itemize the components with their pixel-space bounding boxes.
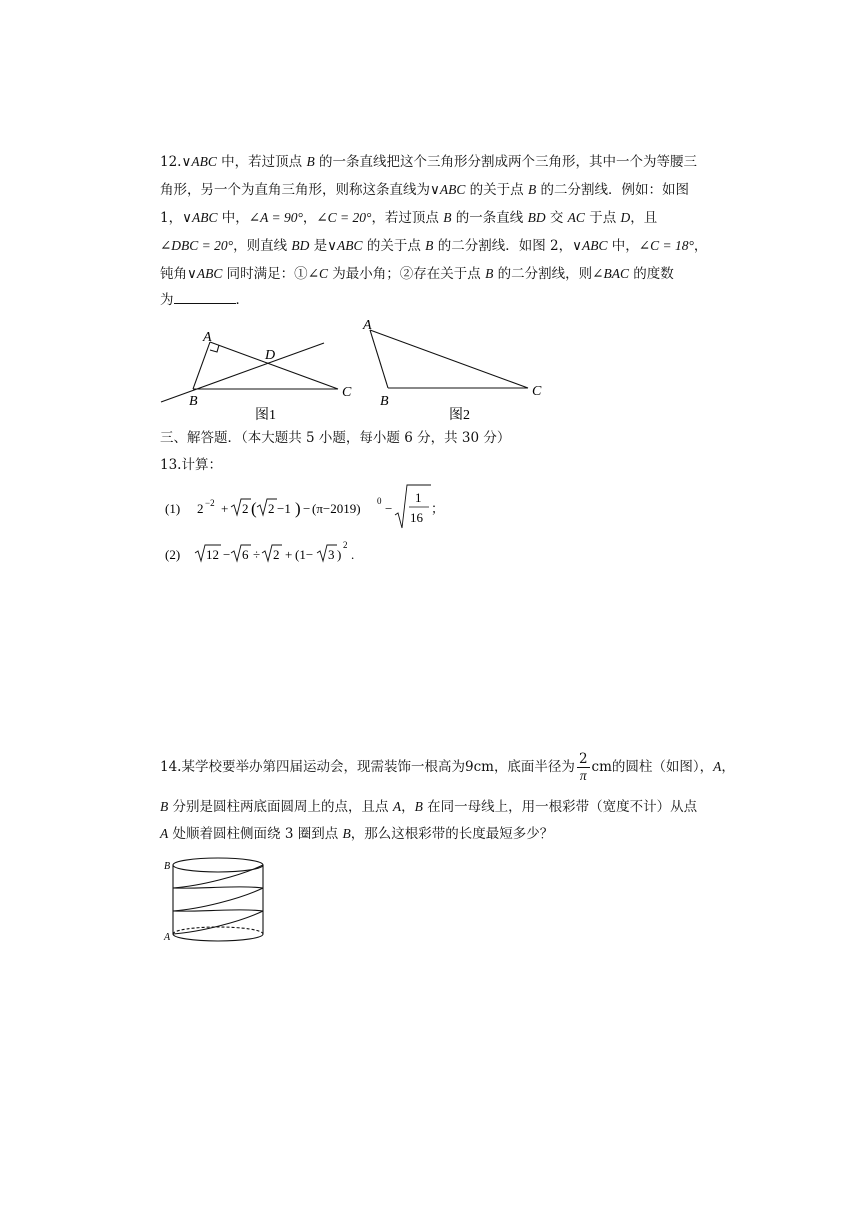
figure-1-caption: 图1: [255, 408, 276, 423]
segment-ab: [370, 330, 388, 388]
svg-text:6: 6: [242, 547, 249, 562]
svg-text:0: 0: [377, 496, 382, 506]
q12-line-3: 1，∨ABC 中，∠A = 90°，∠C = 20°，若过顶点 B 的一条直线 BD 交 AC 于点 D，且: [160, 210, 658, 226]
svg-text:): ): [295, 499, 301, 518]
answer-blank[interactable]: [174, 290, 236, 304]
svg-text:；: ；: [431, 501, 445, 516]
svg-text:−2: −2: [205, 498, 215, 508]
q14-line-1: 14.某学校要举办第四届运动会，现需装饰一根高为9cm，底面半径为 $\frac{2}{\pi}$ cm的圆柱（如图），A，: [160, 751, 735, 783]
label-a: A: [203, 330, 212, 345]
svg-text:−: −: [385, 501, 393, 516]
svg-text:−: −: [223, 547, 231, 562]
q13-title: 13.计算：: [160, 457, 222, 473]
svg-text:2: 2: [197, 501, 204, 516]
label-b: B: [380, 394, 389, 409]
q14-number: 14.某学校要举办第四届运动会，现需装饰一根高为: [160, 759, 465, 775]
svg-text:÷: ÷: [253, 547, 261, 562]
cylinder-figure: [160, 852, 270, 952]
svg-text:(1−: (1−: [295, 547, 314, 562]
label-c: C: [342, 385, 352, 400]
svg-text:(: (: [251, 499, 257, 518]
q12-line-6: 为 ．: [160, 292, 249, 308]
svg-text:+: +: [221, 501, 229, 516]
figure-1: [155, 326, 365, 426]
right-angle-mark: [210, 345, 219, 352]
bottom-front-arc: [173, 934, 263, 941]
label-b: B: [164, 861, 171, 872]
label-a: A: [363, 318, 372, 333]
q14-line-3: A 处顺着圆柱侧面绕 3 圈到点 B，那么这根彩带的长度最短多少？: [160, 826, 554, 842]
q12-line-2: 角形，另一个为直角三角形，则称这条直线为∨ABC 的关于点 B 的二分割线．例如：如图: [160, 182, 690, 198]
ribbon-3: [173, 865, 263, 888]
svg-text:(1): (1): [165, 501, 181, 516]
svg-text:−: −: [303, 501, 311, 516]
svg-text:2: 2: [343, 540, 348, 550]
radius-fraction: $\frac{2}{\pi}$: [578, 751, 588, 783]
q12-number: 12.: [160, 154, 182, 170]
q13-part-1: [165, 482, 465, 530]
svg-text:2: 2: [268, 501, 275, 516]
label-a: A: [164, 932, 171, 943]
q13-part-2: [165, 536, 385, 570]
label-c: C: [532, 384, 542, 399]
section-3-heading: 三、解答题．（本大题共 5 小题，每小题 6 分，共 30 分）: [160, 430, 511, 446]
ribbon-2: [173, 888, 263, 911]
q14-line-2: B 分别是圆柱两底面圆周上的点，且点 A，B 在同一母线上，用一根彩带（宽度不计）从点: [160, 799, 698, 815]
svg-text:+: +: [285, 547, 293, 562]
segment-ab: [193, 342, 210, 389]
label-b: B: [189, 394, 198, 409]
line-bd: [161, 343, 324, 402]
q12-line-5: 钝角∨ABC 同时满足：①∠C 为最小角；②存在关于点 B 的二分割线，则∠BAC 的度数: [160, 266, 674, 282]
figure-2-caption: 图2: [449, 408, 470, 423]
q12-line-4: ∠DBC = 20°，则直线 BD 是∨ABC 的关于点 B 的二分割线．如图 2，∨ABC 中，∠C = 18°，: [160, 238, 708, 254]
svg-text:(π−2019): (π−2019): [312, 501, 361, 516]
svg-text:.: .: [351, 547, 355, 562]
svg-text:2: 2: [273, 547, 280, 562]
segment-ac: [370, 330, 528, 388]
svg-text:16: 16: [410, 510, 423, 525]
svg-text:(2): (2): [165, 547, 181, 562]
svg-text:−1: −1: [277, 501, 291, 516]
svg-text:1: 1: [415, 490, 422, 505]
svg-text:12: 12: [206, 547, 219, 562]
q12-line-1: 12.∨ABC 中，若过顶点 B 的一条直线把这个三角形分割成两个三角形，其中一个为等腰三: [160, 154, 698, 170]
top-ellipse: [173, 858, 263, 872]
svg-text:2: 2: [242, 501, 249, 516]
label-d: D: [265, 348, 276, 363]
figure-2: [358, 314, 558, 426]
svg-text:): ): [337, 547, 342, 562]
svg-text:3: 3: [328, 547, 335, 562]
ribbon-1: [173, 911, 263, 934]
